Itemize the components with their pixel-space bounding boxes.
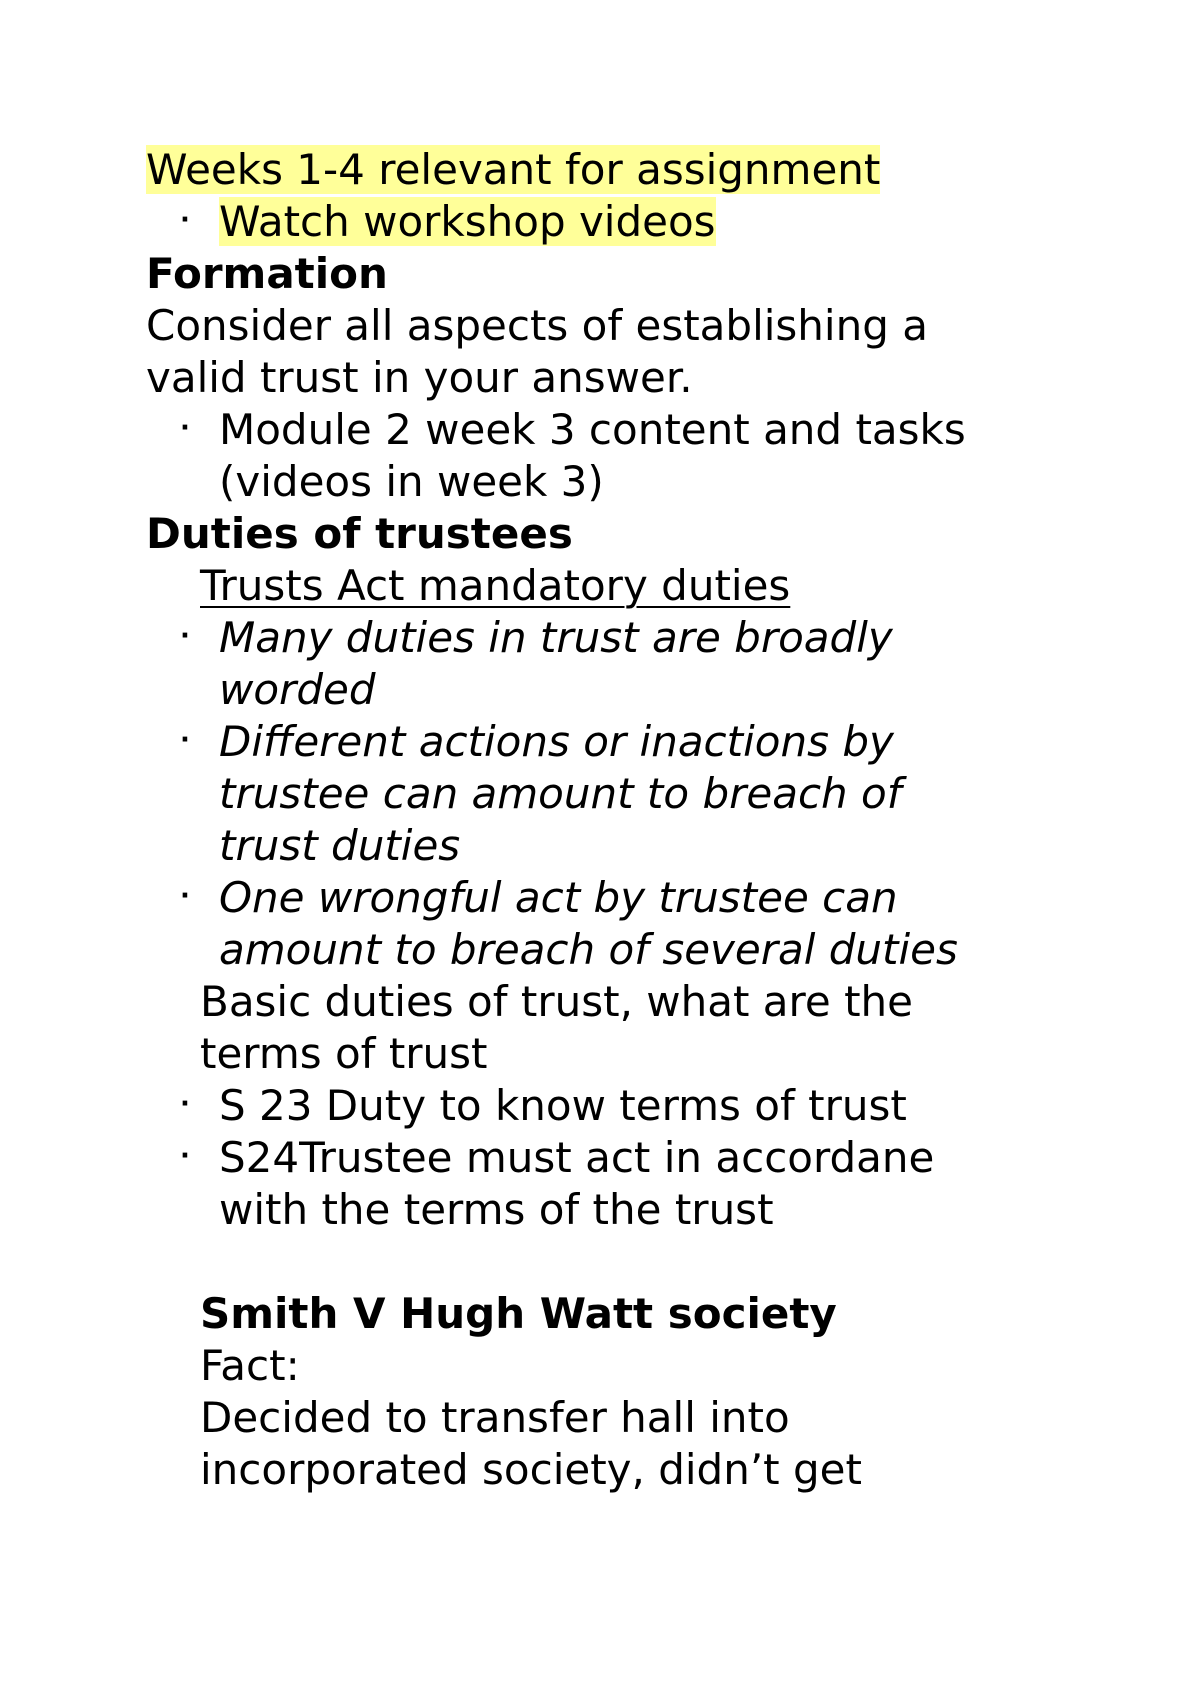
bullet-dot: · xyxy=(180,413,190,443)
formation-text-line: valid trust in your answer. xyxy=(146,353,693,402)
bullet-many-duties-line: worded xyxy=(219,665,376,714)
mandatory-duties-subheading: Trusts Act mandatory duties xyxy=(200,561,791,610)
basic-duties-text-line: terms of trust xyxy=(200,1029,488,1078)
bullet-dot: · xyxy=(180,1141,190,1171)
case-fact-line: Decided to transfer hall into xyxy=(200,1393,790,1442)
case-fact-line: incorporated society, didn’t get xyxy=(200,1445,862,1494)
bullet-dot: · xyxy=(180,621,190,651)
bullet-dot: · xyxy=(180,205,190,235)
duties-heading: Duties of trustees xyxy=(146,509,573,558)
case-fact-label: Fact: xyxy=(200,1341,300,1390)
bullet-different-actions-line: Different actions or inactions by xyxy=(219,717,894,766)
bullet-s24-line: S24Trustee must act in accordane xyxy=(219,1133,935,1182)
bullet-dot: · xyxy=(180,725,190,755)
bullet-different-actions-line: trust duties xyxy=(219,821,461,870)
bullet-module-line: (videos in week 3) xyxy=(219,457,604,506)
formation-text-line: Consider all aspects of establishing a xyxy=(146,301,928,350)
bullet-dot: · xyxy=(180,1089,190,1119)
bullet-one-wrongful-line: amount to breach of several duties xyxy=(219,925,958,974)
bullet-many-duties-line: Many duties in trust are broadly xyxy=(219,613,893,662)
bullet-watch-videos: Watch workshop videos xyxy=(219,197,716,246)
bullet-module-line: Module 2 week 3 content and tasks xyxy=(219,405,966,454)
bullet-dot: · xyxy=(180,881,190,911)
bullet-s23: S 23 Duty to know terms of trust xyxy=(219,1081,907,1130)
bullet-one-wrongful-line: One wrongful act by trustee can xyxy=(219,873,898,922)
formation-heading: Formation xyxy=(146,249,388,298)
case-title: Smith V Hugh Watt society xyxy=(200,1289,837,1338)
bullet-s24-line: with the terms of the trust xyxy=(219,1185,774,1234)
assignment-heading: Weeks 1-4 relevant for assignment xyxy=(146,145,881,194)
bullet-different-actions-line: trustee can amount to breach of xyxy=(219,769,902,818)
basic-duties-text-line: Basic duties of trust, what are the xyxy=(200,977,913,1026)
